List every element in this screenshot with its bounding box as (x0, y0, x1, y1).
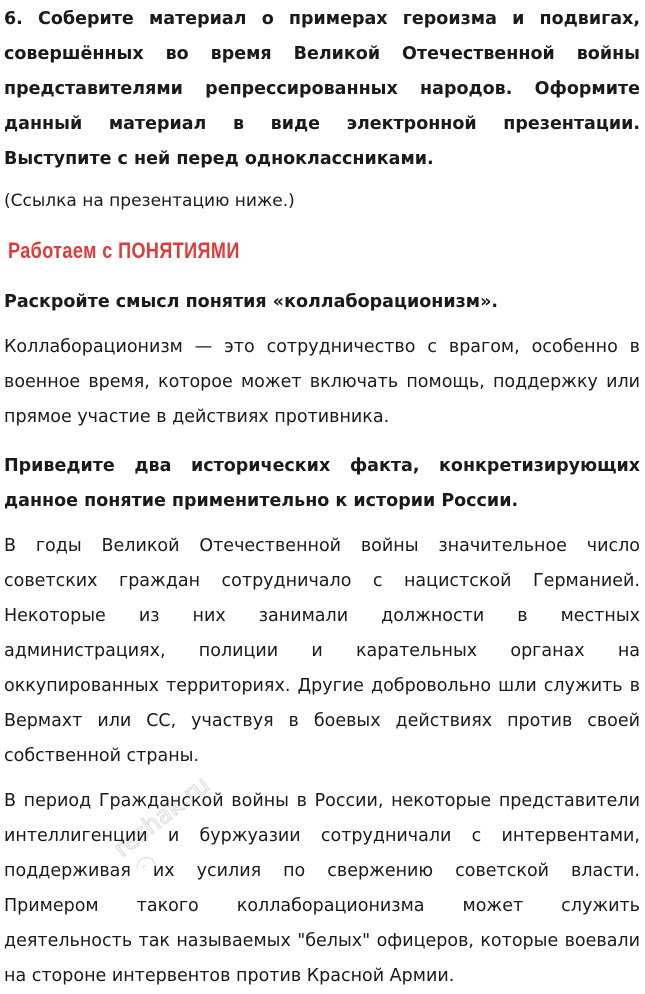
document-page (4, 0, 640, 994)
answer-2-paragraph-1: В годы Великой Отечественной войны значительное число советских граждан сотрудничало с нацистской Германией. Некоторые из них занимали должности в местных администрациях, полиции и карательных органах на оккупированных территориях. Другие добровольно шли служить в Вермахт или СС, участвуя в боевых действиях против своей собственной страны. (4, 536, 640, 766)
answer-1: Коллаборационизм — это сотрудничество с врагом, особенно в военное время, которое может включать помощь, поддержку или прямое участие в действиях противника. (4, 337, 640, 427)
svg-text:reshak.ru: reshak.ru (108, 770, 215, 863)
section-header-label: Работаем с ПОНЯТИЯМИ (8, 238, 240, 263)
section-header (8, 231, 640, 271)
question-2: Приведите два исторических факта, конкретизирующих данное понятие применительно к истории России. (4, 456, 640, 511)
task-text: 6. Соберите материал о примерах героизма и подвигах, совершённых во время Великой Отечественной войны представителями репрессированных народов. Оформите данный материал в виде электронной презентации. Выступите с ней перед одноклассниками. (4, 9, 640, 169)
answer-2-paragraph-2: В период Гражданской войны в России, некоторые представители интеллигенции и буржуазии сотрудничали с интервентами, поддерживая их усилия по свержению советской власти. Примером такого коллаборационизма может служить деятельность так называемых "белых" офицеров, которые воевали на стороне интервентов против Красной Армии. (4, 791, 640, 986)
question-1: Раскройте смысл понятия «коллаборационизм». (4, 292, 499, 312)
presentation-link-note: (Ссылка на презентацию ниже.) (4, 191, 295, 211)
